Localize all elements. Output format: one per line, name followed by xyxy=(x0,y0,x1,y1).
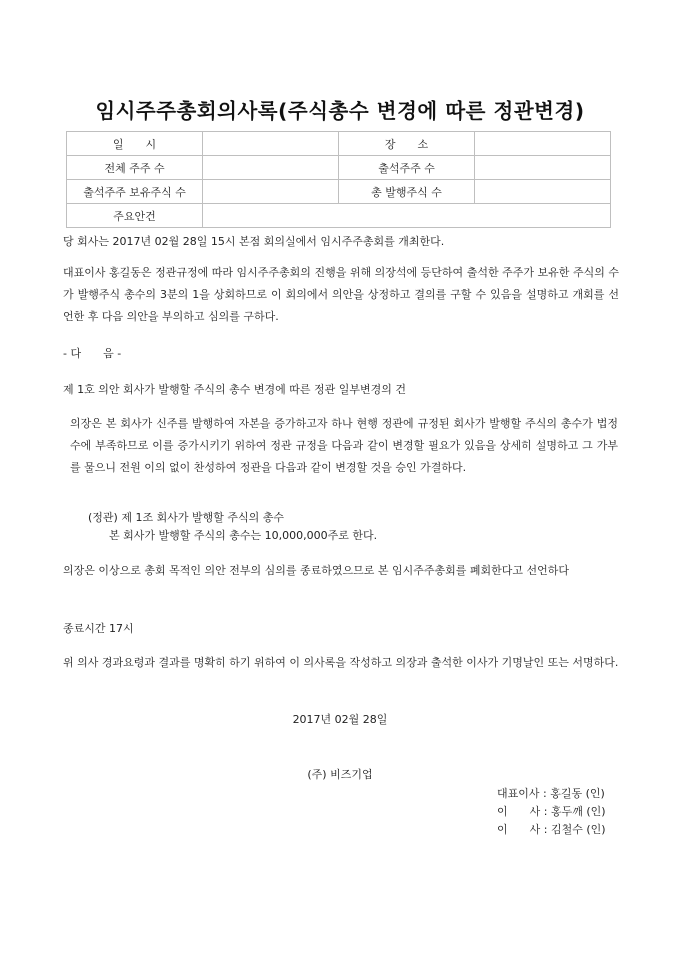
meeting-info-table xyxy=(66,131,611,228)
attending-shareholders-label: 출석주주 수 xyxy=(338,156,474,180)
document-date: 2017년 02월 28일 xyxy=(292,713,388,726)
attending-shareholders-value[interactable] xyxy=(475,156,611,180)
record-paragraph: 위 의사 경과요령과 결과를 명확히 하기 위하여 이 의사록을 작성하고 의장과 출석한 이사가 기명날인 또는 서명하다. xyxy=(63,656,619,669)
total-issued-value[interactable] xyxy=(475,180,611,204)
total-shareholders-label: 전체 주주 수 xyxy=(67,156,203,180)
company-name: (주) 비즈기업 xyxy=(307,768,373,781)
total-shareholders-value[interactable] xyxy=(203,156,339,180)
signer-director-2: 이 사 : 김철수 (인) xyxy=(497,823,606,836)
total-issued-label: 총 발행주식 수 xyxy=(338,180,474,204)
article-title: (정관) 제 1조 회사가 발행할 주식의 총수 xyxy=(88,511,284,524)
ceo-paragraph: 대표이사 홍길동은 정관규정에 따라 임시주주총회의 진행을 위해 의장석에 등단하여 출석한 주주가 보유한 주식의 수가 발행주식 총수의 3분의 1을 상회하므로 이 회의에서 의안을 상정하고 결의를 구할 수 있음을 설명하고 개회를 선언한 후 다음 의안을 부의하고 심의를 구하다. xyxy=(63,266,619,323)
document-title: 임시주주총회의사록(주식총수 변경에 따른 정관변경) xyxy=(95,99,585,123)
table-row xyxy=(67,132,611,156)
agenda-value[interactable] xyxy=(203,204,611,228)
signer-ceo: 대표이사 : 홍길동 (인) xyxy=(497,787,605,800)
next-heading: - 다 음 - xyxy=(63,347,122,360)
agenda-item: 제 1호 의안 회사가 발행할 주식의 총수 변경에 따른 정관 일부변경의 건 xyxy=(63,383,406,396)
table-row xyxy=(67,180,611,204)
table-row xyxy=(67,156,611,180)
agenda-label: 주요안건 xyxy=(67,204,203,228)
chair-paragraph: 의장은 본 회사가 신주를 발행하여 자본을 증가하고자 하나 현행 정관에 규정된 회사가 발행할 주식의 총수가 법정수에 부족하므로 이를 증가시키기 위하여 정관 규정을 다음과 같이 변경할 필요가 있음을 상세히 설명하고 그 가부를 물으니 전원 이의 없이 찬성하여 정관을 다음과 같이 변경할 것을 승인 가결하다. xyxy=(70,417,618,474)
attending-shares-value[interactable] xyxy=(203,180,339,204)
date-value[interactable] xyxy=(203,132,339,156)
end-time: 종료시간 17시 xyxy=(63,622,134,635)
place-label: 장 소 xyxy=(338,132,474,156)
signer-director-1: 이 사 : 홍두깨 (인) xyxy=(497,805,606,818)
closing-paragraph: 의장은 이상으로 총회 목적인 의안 전부의 심의를 종료하였으므로 본 임시주주총회를 폐회한다고 선언하다 xyxy=(63,564,570,577)
attending-shares-label: 출석주주 보유주식 수 xyxy=(67,180,203,204)
article-body: 본 회사가 발행할 주식의 총수는 10,000,000주로 한다. xyxy=(109,529,378,542)
opening-paragraph: 당 회사는 2017년 02월 28일 15시 본점 회의실에서 임시주주총회를 개최한다. xyxy=(63,235,445,248)
place-value[interactable] xyxy=(475,132,611,156)
date-label: 일 시 xyxy=(67,132,203,156)
table-row xyxy=(67,204,611,228)
